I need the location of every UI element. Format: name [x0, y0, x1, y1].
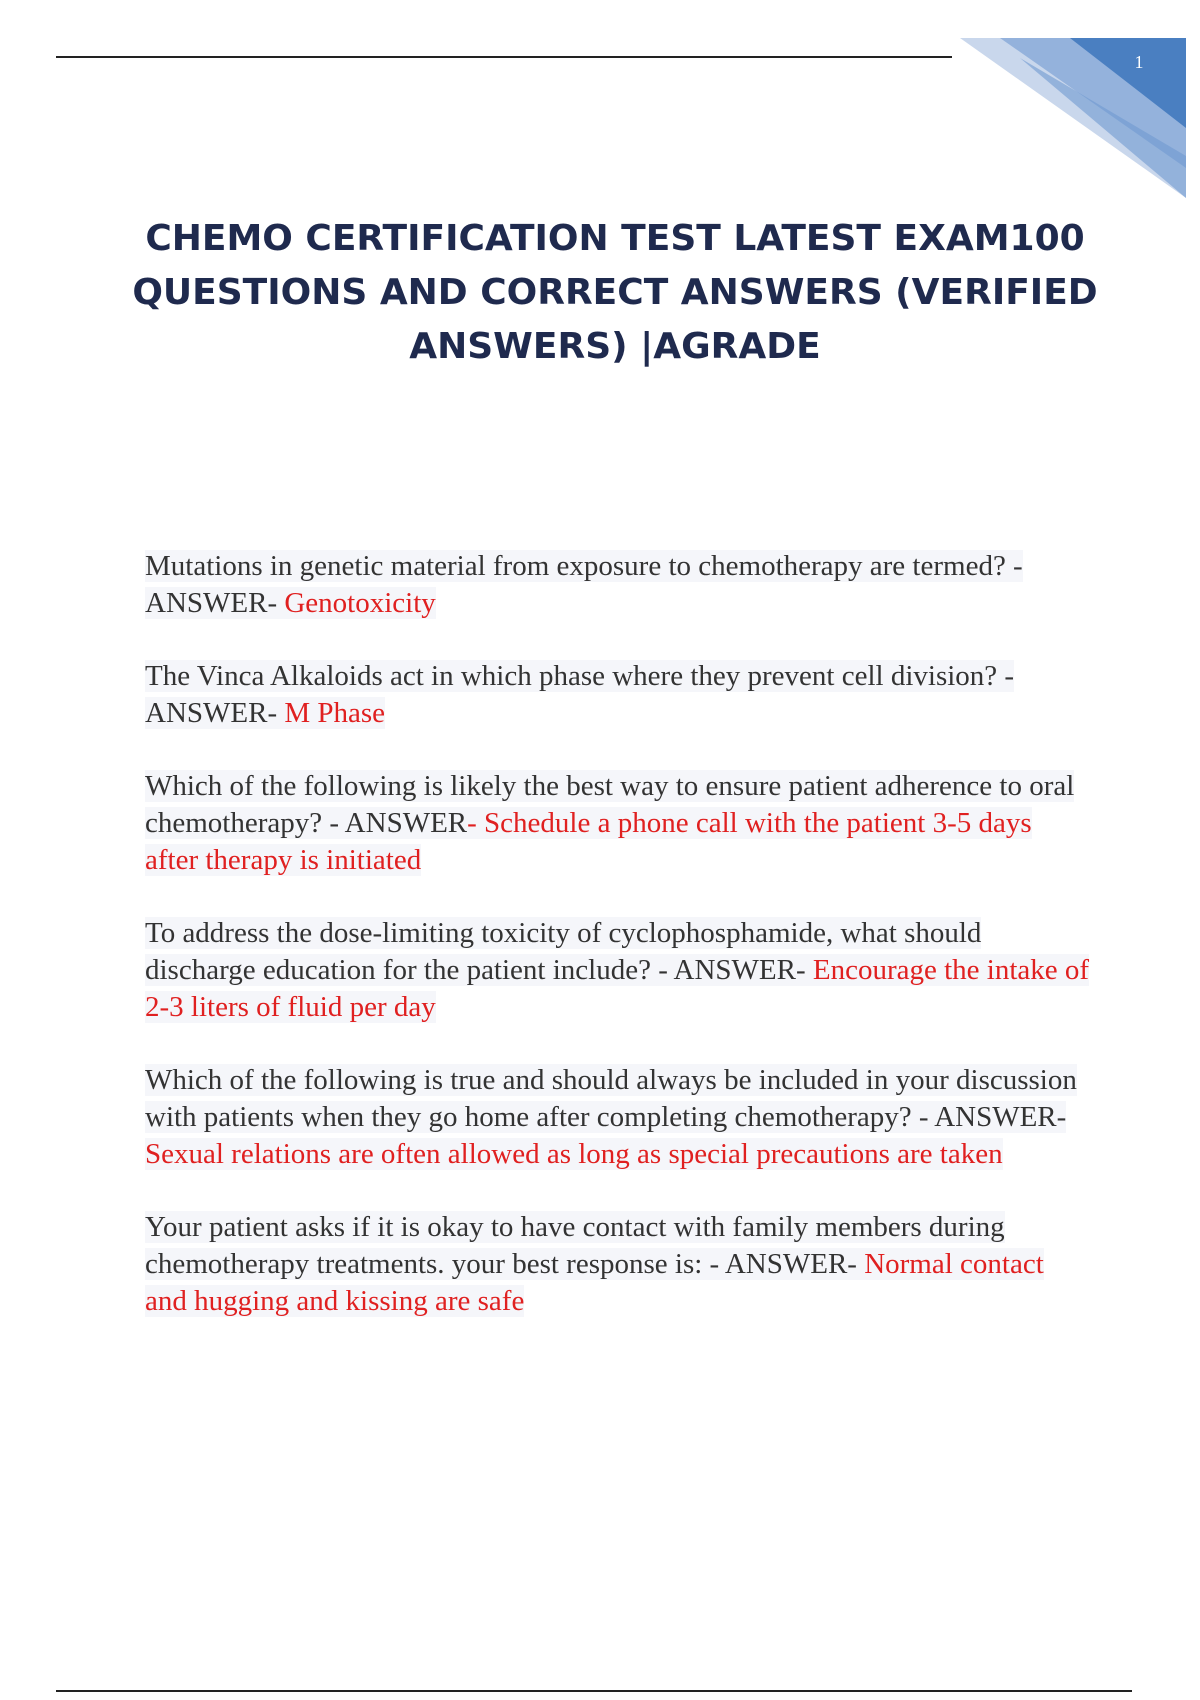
question-text: Mutations in genetic material from exposure to chemotherapy are termed? - ANSWER- [145, 550, 1023, 619]
header-rule [56, 56, 952, 58]
answer-text: M Phase [284, 697, 386, 729]
document-title [120, 212, 1110, 374]
qa-item [145, 1062, 1090, 1173]
title-line-1: CHEMO CERTIFICATION TEST LATEST EXAM100 [145, 218, 1085, 259]
title-line-3: ANSWERS) |AGRADE [409, 326, 821, 367]
qa-item [145, 915, 1090, 1026]
answer-text: - Schedule a phone call with the patient 3-5 days after therapy is initiated [145, 807, 1032, 876]
qa-list [145, 548, 1090, 1356]
footer-rule [56, 1690, 1132, 1692]
question-text: Which of the following is true and should always be included in your discussion with patients when they go home after completing chemotherapy? - ANSWER- [145, 1064, 1077, 1133]
answer-text: Genotoxicity [284, 587, 436, 619]
question-text: Which of the following is likely the best way to ensure patient adherence to oral chemotherapy? - ANSWER [145, 770, 1075, 839]
answer-text: Encourage the intake of 2-3 liters of fluid per day [145, 954, 1090, 1023]
title-line-2: QUESTIONS AND CORRECT ANSWERS (VERIFIED [132, 272, 1098, 313]
question-text: To address the dose-limiting toxicity of cyclophosphamide, what should discharge education for the patient include? - ANSWER- [145, 917, 982, 986]
qa-item [145, 1209, 1090, 1320]
question-text: The Vinca Alkaloids act in which phase where they prevent cell division? - ANSWER- [145, 660, 1015, 729]
qa-item [145, 768, 1090, 879]
question-text: Your patient asks if it is okay to have contact with family members during chemotherapy treatments. your best response is: - ANSWER- [145, 1211, 1005, 1280]
page-number: 1 [1134, 52, 1144, 72]
qa-item [145, 658, 1090, 732]
answer-text: Normal contact and hugging and kissing are safe [145, 1248, 1044, 1317]
answer-text: Sexual relations are often allowed as long as special precautions are taken [145, 1138, 1003, 1170]
qa-item [145, 548, 1090, 622]
